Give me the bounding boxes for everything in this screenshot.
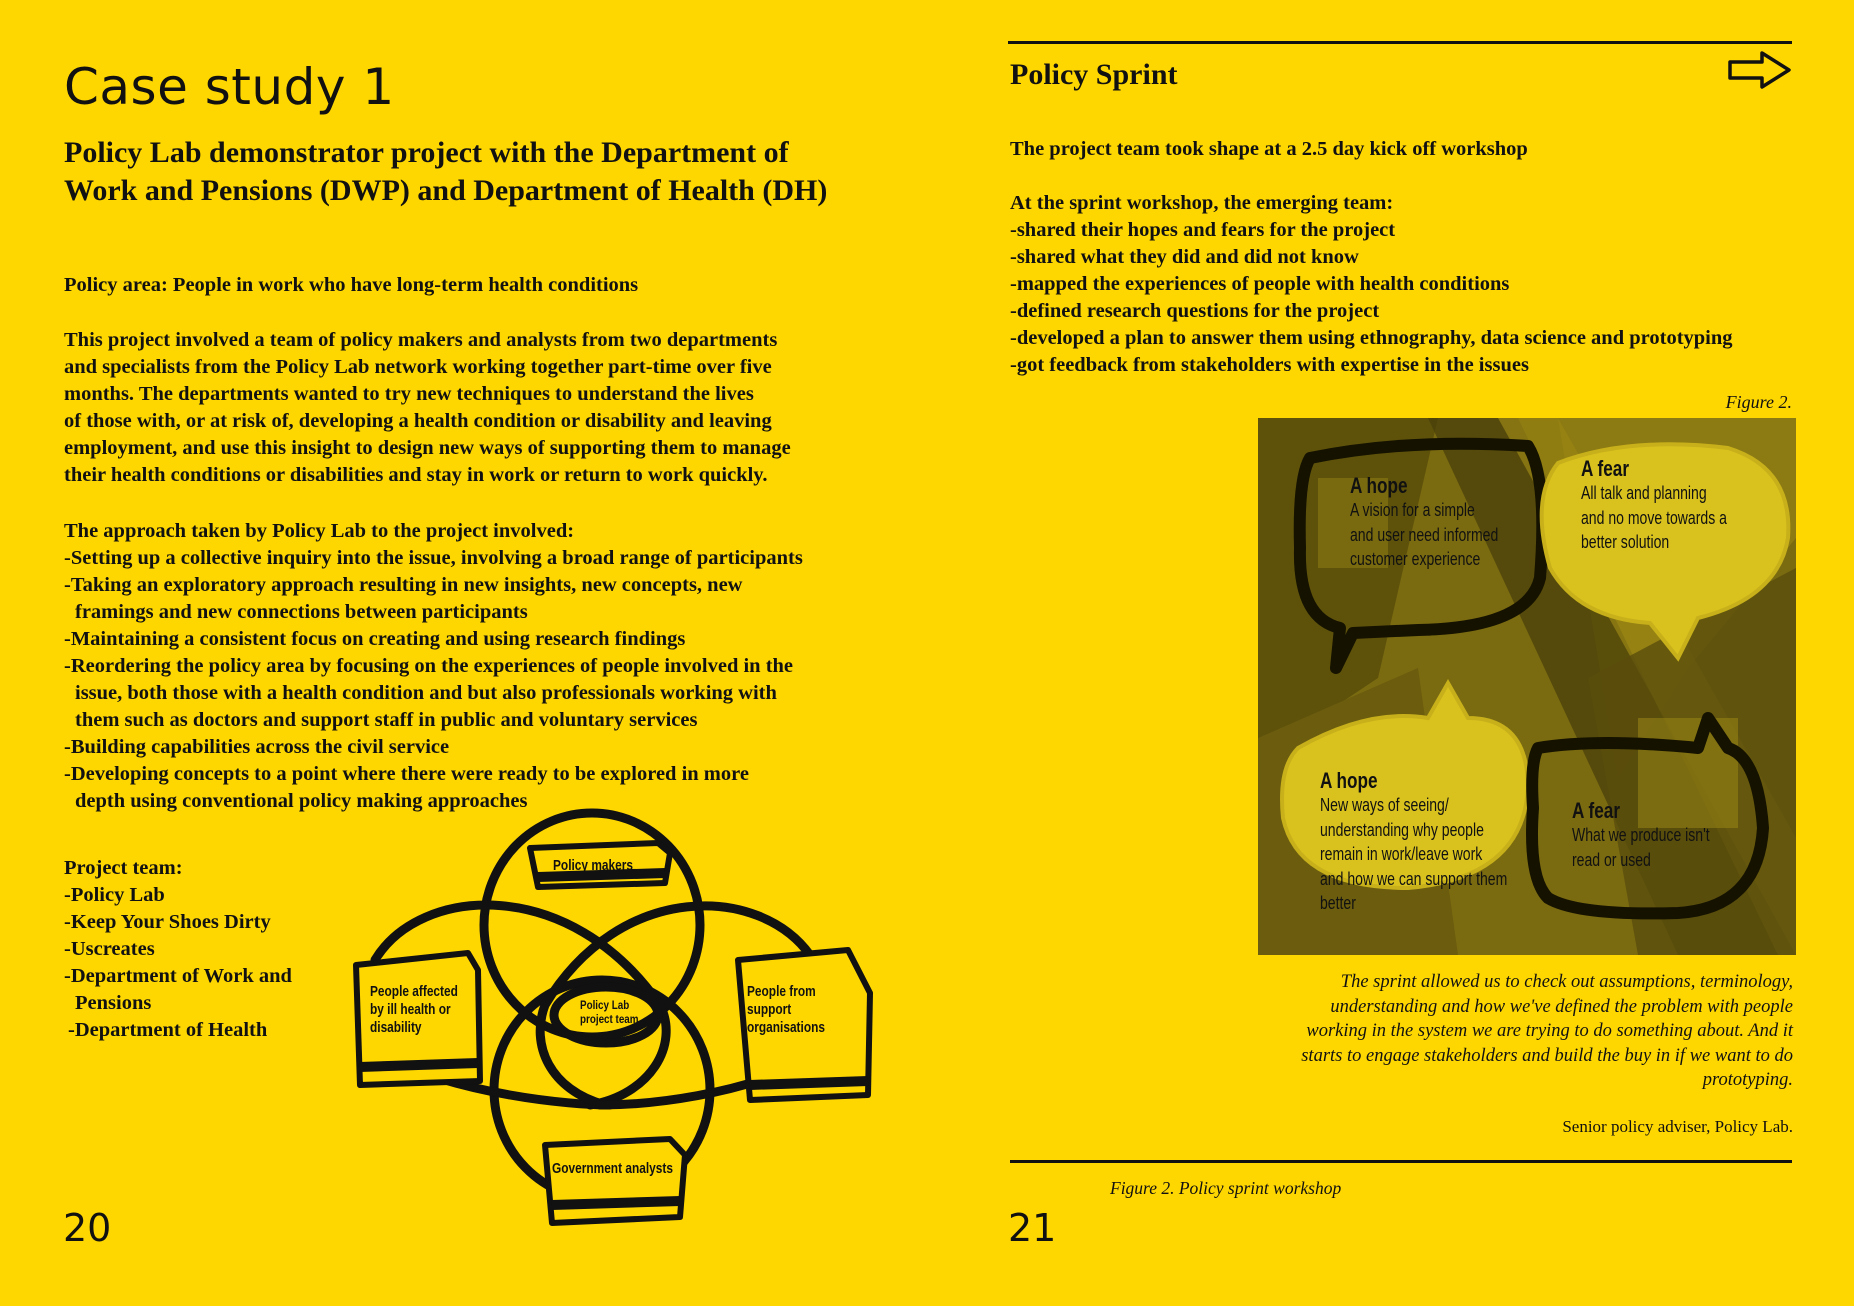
list-item-continued: issue, both those with a health condition and but also professionals working with	[75, 682, 777, 704]
bubble-heading: A hope	[1320, 768, 1378, 793]
team-member-continued: Pensions	[75, 992, 152, 1014]
bubble-heading: A fear	[1581, 456, 1630, 481]
team-member: -Uscreates	[64, 938, 155, 960]
approach-list	[64, 518, 884, 815]
quote-line: understanding and how we've defined the problem with people	[1330, 996, 1793, 1017]
speech-bubble-fear	[1572, 798, 1710, 872]
text-line: read or used	[1572, 849, 1651, 870]
quote-attribution: Senior policy adviser, Policy Lab.	[1562, 1117, 1793, 1136]
box-bottom	[545, 1139, 685, 1223]
project-team-list	[64, 855, 364, 1044]
sprint-intro: The project team took shape at a 2.5 day kick off workshop	[1010, 138, 1528, 160]
policy-area: Policy area: People in work who have long-term health conditions	[64, 274, 639, 296]
text-line: and no move towards a	[1581, 507, 1727, 528]
diagram-label-bottom: Government analysts	[552, 1161, 673, 1177]
team-member: -Policy Lab	[64, 884, 165, 906]
quote-line: starts to engage stakeholders and build the buy in if we want to do	[1301, 1045, 1793, 1066]
list-item: -shared their hopes and fears for the project	[1010, 219, 1396, 241]
diagram-label-top: Policy makers	[553, 858, 633, 874]
text-line: project team	[580, 1012, 639, 1026]
speech-bubble-hope	[1350, 473, 1498, 572]
list-item: -Maintaining a consistent focus on creating and using research findings	[64, 628, 686, 650]
list-item: -Developing concepts to a point where there were ready to be explored in more	[64, 763, 749, 785]
diagram-label-left	[370, 983, 458, 1037]
list-item: -shared what they did and did not know	[1010, 246, 1359, 268]
list-item: -Setting up a collective inquiry into the issue, involving a broad range of participants	[64, 547, 803, 569]
project-title: Policy Lab demonstrator project with the Department of Work and Pensions (DWP) and Department of Health (DH)	[64, 136, 828, 207]
diagram-label-right	[747, 983, 825, 1037]
text-line: People affected	[370, 984, 458, 1000]
text-line: of those with, or at risk of, developing a health condition or disability and leaving	[64, 410, 772, 432]
next-arrow-icon	[1728, 50, 1792, 90]
text-line: disability	[370, 1020, 422, 1036]
text-line: All talk and planning	[1581, 483, 1707, 503]
workshop-photo	[1258, 418, 1796, 955]
speech-bubble-fear	[1581, 456, 1727, 555]
list-item: -got feedback from stakeholders with expertise in the issues	[1010, 354, 1529, 376]
pull-quote	[1233, 970, 1793, 1093]
text-line: better	[1320, 893, 1356, 913]
text-line: understanding why people	[1320, 819, 1484, 840]
list-item-continued: depth using conventional policy making approaches	[75, 790, 528, 812]
text-line: support	[747, 1002, 792, 1018]
page-heading: Case study 1	[64, 58, 395, 116]
bottom-divider	[1010, 1160, 1792, 1163]
list-item: -Building capabilities across the civil service	[64, 736, 450, 758]
list-item: -defined research questions for the project	[1010, 300, 1380, 322]
text-line: customer experience	[1350, 549, 1481, 569]
text-line: by ill health or	[370, 1002, 451, 1018]
text-line: remain in work/leave work	[1320, 844, 1483, 864]
list-item: -Reordering the policy area by focusing on the experiences of people involved in the	[64, 655, 794, 677]
text-line: their health conditions or disabilities and stay in work or return to work quickly.	[64, 464, 768, 486]
bubble-heading: A hope	[1350, 473, 1408, 498]
quote-line: The sprint allowed us to check out assumptions, terminology,	[1340, 972, 1793, 992]
list-item-continued: them such as doctors and support staff in public and voluntary services	[75, 709, 698, 731]
intro-paragraph	[64, 327, 864, 489]
text-line: New ways of seeing/	[1320, 795, 1449, 815]
quote-line: working in the system we are trying to do something about. And it	[1306, 1021, 1793, 1041]
list-item: -Taking an exploratory approach resulting in new insights, new concepts, new	[64, 574, 743, 596]
text-line: employment, and use this insight to design new ways of supporting them to manage	[64, 437, 791, 459]
figure-label: Figure 2.	[1725, 392, 1792, 412]
text-line: A vision for a simple	[1350, 500, 1475, 520]
page-number-right: 21	[1008, 1206, 1057, 1250]
team-member: -Department of Health	[68, 1019, 268, 1041]
text-line: People from	[747, 984, 816, 1000]
figure-caption: Figure 2. Policy sprint workshop	[1110, 1178, 1342, 1198]
text-line: and specialists from the Policy Lab network working together part-time over five	[64, 356, 772, 378]
list-heading: At the sprint workshop, the emerging team:	[1010, 192, 1394, 214]
diagram-label-center	[580, 998, 639, 1026]
text-line: better solution	[1581, 532, 1670, 552]
top-divider	[1008, 41, 1792, 44]
team-member: -Keep Your Shoes Dirty	[64, 911, 271, 933]
list-item: -mapped the experiences of people with health conditions	[1010, 273, 1510, 295]
text-line: months. The departments wanted to try new techniques to understand the lives	[64, 383, 754, 405]
bubble-heading: A fear	[1572, 798, 1621, 823]
text-line: What we produce isn't	[1572, 825, 1710, 845]
list-item-continued: framings and new connections between participants	[75, 601, 528, 623]
text-line: This project involved a team of policy makers and analysts from two departments	[64, 329, 778, 351]
text-line: Policy Lab	[580, 998, 630, 1012]
list-item: -developed a plan to answer them using ethnography, data science and prototyping	[1010, 327, 1733, 349]
speech-bubble-hope	[1320, 768, 1507, 916]
section-title: Policy Sprint	[1010, 58, 1178, 91]
page-number-left: 20	[63, 1206, 112, 1250]
text-line: and how we can support them	[1320, 868, 1508, 889]
team-heading: Project team:	[64, 857, 183, 879]
approach-heading: The approach taken by Policy Lab to the project involved:	[64, 520, 575, 542]
team-member: -Department of Work and	[64, 965, 292, 987]
stakeholder-venn-diagram	[340, 805, 880, 1235]
quote-line: prototyping.	[1702, 1070, 1793, 1090]
text-line: organisations	[747, 1020, 825, 1036]
text-line: and user need informed	[1350, 524, 1499, 545]
sprint-activities-list	[1010, 190, 1810, 379]
